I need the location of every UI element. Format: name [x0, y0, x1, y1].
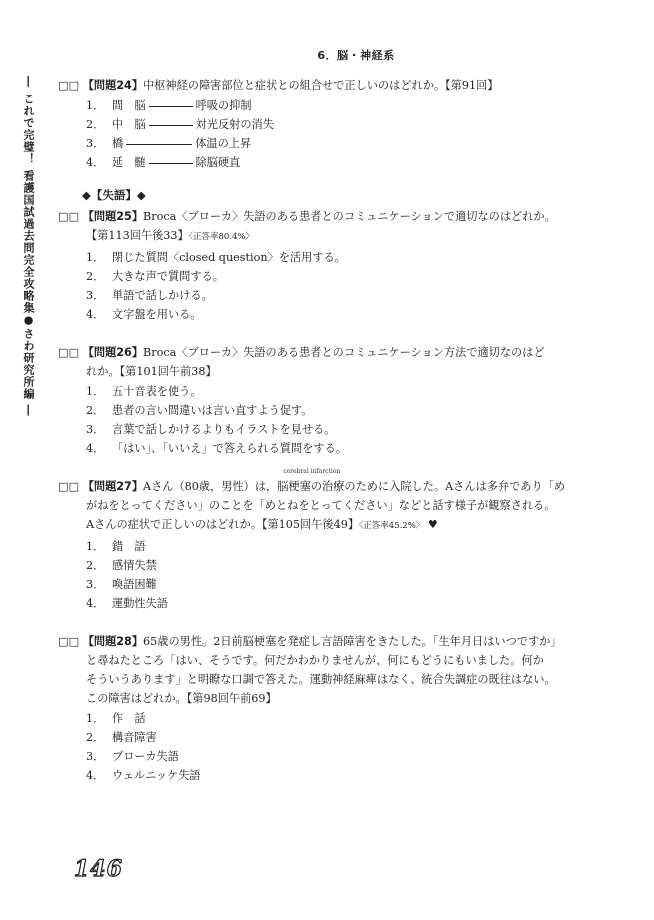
option-item: 4． 文字盤を用いる。	[86, 308, 202, 321]
dash-line	[149, 163, 193, 164]
heart-icon: ♥	[427, 518, 438, 531]
question-text: 中枢神経の障害部位と症状との組合せで正しいのはどれか。【第91回】	[143, 79, 499, 92]
dash-line	[149, 125, 193, 126]
exam-ref: 【第113回午後33】	[86, 229, 189, 242]
correct-rate: 〈正答率45.2%〉	[359, 521, 425, 531]
question-label: 【問題27】	[82, 480, 144, 493]
page-number: 146	[74, 856, 123, 882]
ruby-term: cerebral infarction 脳梗塞	[277, 468, 341, 493]
question-text-cont: がねをとってください」のことを「めとねをとってください」などと話す様子が観察される。	[86, 499, 556, 512]
sidebar-series-title: ― これで完璧！ 看護国試過去問完全攻略集●さわ研究所編 ―	[22, 76, 35, 417]
question-text-cont: そういうあります」と明瞭な口調で答えた。運動神経麻痺はなく、統合失調症の既往はない。	[86, 673, 556, 686]
checkbox-icon: □□	[58, 79, 80, 92]
option-item: 4． 運動性失語	[86, 597, 168, 610]
question-label: 【問題28】	[82, 635, 144, 648]
question-text: Broca〈ブローカ〉失語のある患者とのコミュニケーション方法で適切なのはど	[143, 346, 545, 359]
question-text: の治療のために入院した。Aさんは多弁であり「め	[310, 480, 566, 493]
option-item: 1． 閉じた質問〈closed question〉を活用する。	[86, 251, 346, 264]
question-text: Aさん（80歳，男性）は，	[143, 480, 278, 493]
option-item: 4． 延 髄 除脳硬直	[86, 156, 241, 169]
ruby-annotation: cerebral infarction	[283, 468, 341, 475]
checkbox-icon: □□	[58, 635, 80, 648]
option-item: 3． 言葉で話しかけるよりもイラストを見せる。	[86, 423, 336, 436]
checkbox-icon: □□	[58, 210, 80, 223]
option-item: 2． 構音障害	[86, 731, 157, 744]
question-25	[58, 207, 598, 324]
option-item: 1． 作 話	[86, 712, 146, 725]
question-label: 【問題24】	[82, 79, 144, 92]
question-24	[58, 76, 598, 172]
question-text-cont: この障害はどれか。【第98回午前69】	[86, 692, 277, 705]
option-item: 2． 患者の言い間違いは言い直すよう促す。	[86, 404, 313, 417]
option-item: 3． 橋 体温の上昇	[86, 137, 252, 150]
option-item: 3． 単語で話しかける。	[86, 289, 213, 302]
question-text-cont: と尋ねたところ「はい、そうです。何だかわかりませんが、何にもどうにもいました。何か	[86, 654, 544, 667]
option-item: 4． 「はい」、「いいえ」で答えられる質問をする。	[86, 442, 347, 455]
question-text-cont: れか。【第101回午前38】	[86, 365, 217, 378]
question-label: 【問題25】	[82, 210, 144, 223]
option-item: 3． ブローカ失語	[86, 750, 179, 763]
question-26	[58, 343, 598, 458]
option-item: 4． ウェルニッケ失語	[86, 769, 201, 782]
checkbox-icon: □□	[58, 346, 80, 359]
option-item: 3． 喚語困難	[86, 578, 157, 591]
option-item: 2． 感情失禁	[86, 559, 157, 572]
question-text-cont: Aさんの症状で正しいのはどれか。【第105回午後49】	[86, 518, 360, 531]
question-28	[58, 632, 598, 785]
question-27	[58, 468, 598, 613]
section-heading: ◆【失語】◆	[82, 188, 146, 202]
option-item: 2． 中 脳 対光反射の消失	[86, 118, 274, 131]
question-label: 【問題26】	[82, 346, 144, 359]
dash-line	[149, 106, 193, 107]
question-text: Broca〈ブローカ〉失語のある患者とのコミュニケーションで適切なのはどれか。	[143, 210, 556, 223]
option-item: 1． 錯 語	[86, 540, 146, 553]
page-content	[58, 76, 598, 785]
correct-rate: 〈正答率80.4%〉	[188, 232, 254, 242]
option-item: 2． 大きな声で質問する。	[86, 270, 224, 283]
chapter-title: 6．脳・神経系	[317, 49, 395, 62]
option-item: 1． 五十音表を使う。	[86, 385, 202, 398]
option-item: 1． 間 脳 呼吸の抑制	[86, 99, 252, 112]
question-text: 65歳の男性。2日前脳梗塞を発症し言語障害をきたした。「生年月日はいつですか」	[143, 635, 562, 648]
dash-line	[126, 144, 192, 145]
checkbox-icon: □□	[58, 480, 80, 493]
